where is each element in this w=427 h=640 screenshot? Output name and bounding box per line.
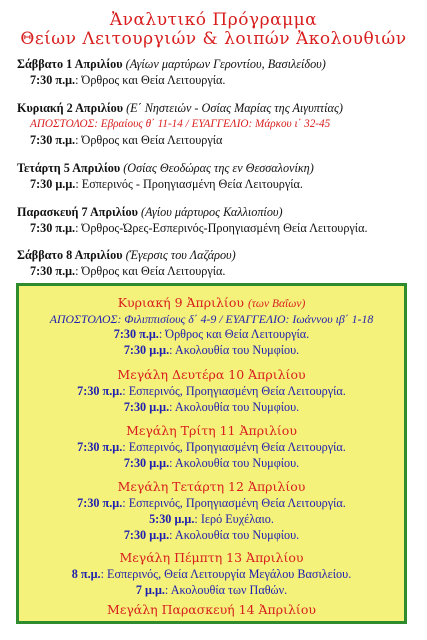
entry-note: (Οσίας Θεοδώρας της εν Θεσσαλονίκη) <box>123 161 314 175</box>
service-line: 7:30 π.μ.: Εσπερινός, Προηγιασμένη Θεία Λειτουργία. <box>77 496 346 510</box>
service-time: 7:30 π.μ. <box>30 73 76 87</box>
holy-friday-title: Μεγάλη Παρασκευή 14 Ἀπριλίου <box>107 602 316 617</box>
schedule-title: Ἀναλυτικό Πρόγραμμα <box>109 10 318 30</box>
entry-reading: ΑΠΟΣΤΟΛΟΣ: Εβραίους θ΄ 11-14 / ΕΥΑΓΓΕΛΙΟ: Μάρκου ι΄ 32-45 <box>30 118 331 130</box>
service-line: 7:30 π.μ.: Εσπερινός, Προηγιασμένη Θεία Λειτουργία. <box>77 440 346 454</box>
holy-week-box <box>16 283 407 624</box>
holy-wednesday-title: Μεγάλη Τετάρτη 12 Ἀπριλίου <box>117 479 306 494</box>
entry-note: (Αγίου μάρτυρος Καλλιοπίου) <box>140 205 283 219</box>
service-line: 7:30 μ.μ.: Ακολουθία του Νυμφίου. <box>123 343 300 357</box>
service-line: 7:30 μ.μ.: Ακολουθία του Νυμφίου. <box>123 528 300 542</box>
entry-day: Σάββατο 1 Απριλίου <box>17 57 123 71</box>
service-text: Εσπερινός - Προηγιασμένη Θεία Λειτουργία. <box>81 177 303 191</box>
service-time: 7:30 π.μ. <box>30 221 76 235</box>
schedule-entry: Σάββατο 8 Απριλίου (Έγερσις του Λαζάρου) 7:30 π.μ.: Όρθρος και Θεία Λειτουργία. <box>17 248 236 278</box>
entry-note: (Ε΄ Νηστειών - Οσίας Μαρίας της Αιγυπτίας) <box>126 101 343 115</box>
holy-tuesday-title: Μεγάλη Τρίτη 11 Ἀπριλίου <box>126 423 297 438</box>
entry-day: Παρασκευή 7 Απριλίου <box>17 205 138 219</box>
palm-sunday-reading: ΑΠΟΣΤΟΛΟΣ: Φιλιππισίους δ΄ 4-9 / ΕΥΑΓΓΕΛΙΟ: Ιωάννου ιβ΄ 1-18 <box>49 312 374 326</box>
service-text: Όρθρος και Θεία Λειτουργία <box>81 133 223 147</box>
service-line: 7:30 μ.μ.: Ακολουθία του Νυμφίου. <box>123 456 300 470</box>
entry-day: Σάββατο 8 Απριλίου <box>17 248 123 262</box>
entry-note: (Αγίων μαρτύρων Γεροντίου, Βασιλείδου) <box>125 57 326 71</box>
schedule-entry: Κυριακή 2 Απριλίου (Ε΄ Νηστειών - Οσίας Μαρίας της Αιγυπτίας) ΑΠΟΣΤΟΛΟΣ: Εβραίους θ΄ 11-14 / ΕΥΑΓΓΕΛΙΟ: Μάρκου ι΄ 32-45 7:30 π.μ.: Όρθρος και Θεία Λειτουργία <box>17 100 419 148</box>
schedule-subtitle: Θείων Λειτουργιών & λοιπών Ἀκολουθιών <box>20 29 407 49</box>
service-line: 7:30 π.μ.: Όρθρος και Θεία Λειτουργία. <box>113 327 310 341</box>
service-time: 7:30 μ.μ. <box>30 177 76 191</box>
schedule-entry: Τετάρτη 5 Απριλίου (Οσίας Θεοδώρας της εν Θεσσαλονίκη) 7:30 μ.μ.: Εσπερινός - Προηγιασμένη Θεία Λειτουργία. <box>17 161 314 191</box>
schedule-entry: Σάββατο 1 Απριλίου (Αγίων μαρτύρων Γεροντίου, Βασιλείδου) 7:30 π.μ.: Όρθρος και Θεία Λειτουργία. <box>17 57 326 87</box>
service-time: 7:30 π.μ. <box>30 264 76 278</box>
service-text: Όρθρος και Θεία Λειτουργία. <box>81 264 226 278</box>
service-text: Όρθρος και Θεία Λειτουργία. <box>81 73 226 87</box>
service-line: 7:30 π.μ.: Εσπερινός, Προηγιασμένη Θεία Λειτουργία. <box>77 384 346 398</box>
entry-note: (Έγερσις του Λαζάρου) <box>125 248 236 262</box>
entry-day: Τετάρτη 5 Απριλίου <box>17 161 121 175</box>
service-text: Όρθρος-Ώρες-Εσπερινός-Προηγιασμένη Θεία Λειτουργία. <box>81 221 368 235</box>
schedule-entry: Παρασκευή 7 Απριλίου (Αγίου μάρτυρος Καλλιοπίου) 7:30 π.μ.: Όρθρος-Ώρες-Εσπερινός-Προηγιασμένη Θεία Λειτουργία. <box>17 205 368 235</box>
service-line: 5:30 μ.μ.: Ιερό Ευχέλαιο. <box>149 512 274 526</box>
palm-sunday-subtitle: (των Βαΐων) <box>247 298 306 310</box>
service-line: 7:30 μ.μ.: Ακολουθία του Νυμφίου. <box>123 400 300 414</box>
palm-sunday-title: Κυριακή 9 Ἀπριλίου (των Βαΐων) <box>117 295 306 310</box>
holy-thursday-title: Μεγάλη Πέμπτη 13 Ἀπριλίου <box>119 550 304 565</box>
service-line: 7 μ.μ.: Ακολουθία των Παθών. <box>135 583 288 597</box>
service-time: 7:30 π.μ. <box>30 133 76 147</box>
entry-day: Κυριακή 2 Απριλίου <box>17 101 124 115</box>
holy-monday-title: Μεγάλη Δευτέρα 10 Ἀπριλίου <box>117 367 306 382</box>
service-line: 8 π.μ.: Εσπερινός, Θεία Λειτουργία Μεγάλου Βασιλείου. <box>71 567 352 581</box>
